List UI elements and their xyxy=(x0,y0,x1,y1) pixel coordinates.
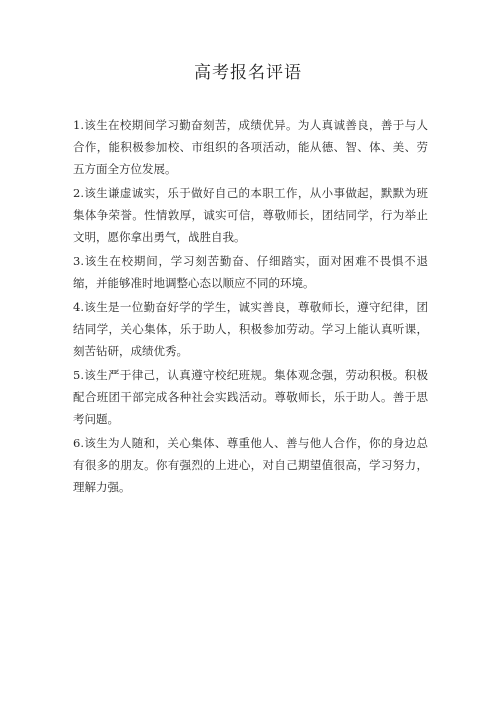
comment-item-1: 1.该生在校期间学习勤奋刻苦，成绩优异。为人真诚善良，善于与人合作，能积极参加校、市组织的各项活动，能从德、智、体、美、劳五方面全方位发展。 xyxy=(73,118,428,176)
comment-item-2: 2.该生谦虚诚实，乐于做好自己的本职工作，从小事做起，默默为班集体争荣誉。性情敦厚，诚实可信，尊敬师长，团结同学，行为举止文明，愿你拿出勇气，战胜自我。 xyxy=(73,186,428,244)
comment-item-4: 4.该生是一位勤奋好学的学生，诚实善良，尊敬师长，遵守纪律，团结同学，关心集体，乐于助人，积极参加劳动。学习上能认真听课，刻苦钻研，成绩优秀。 xyxy=(73,300,428,358)
comment-item-6: 6.该生为人随和，关心集体、尊重他人、善与他人合作，你的身边总有很多的朋友。你有强烈的上进心，对自己期望值很高，学习努力，理解力强。 xyxy=(73,436,428,494)
comment-item-5: 5.该生严于律己，认真遵守校纪班规。集体观念强，劳动积极。积极配合班团干部完成各种社会实践活动。尊敬师长，乐于助人。善于思考问题。 xyxy=(73,368,428,426)
comment-list xyxy=(73,114,428,500)
comment-item-3: 3.该生在校期间，学习刻苦勤奋、仔细踏实，面对困难不畏惧不退缩，并能够准时地调整心态以顺应不同的环境。 xyxy=(73,254,428,290)
document-title: 高考报名评语 xyxy=(194,63,302,83)
